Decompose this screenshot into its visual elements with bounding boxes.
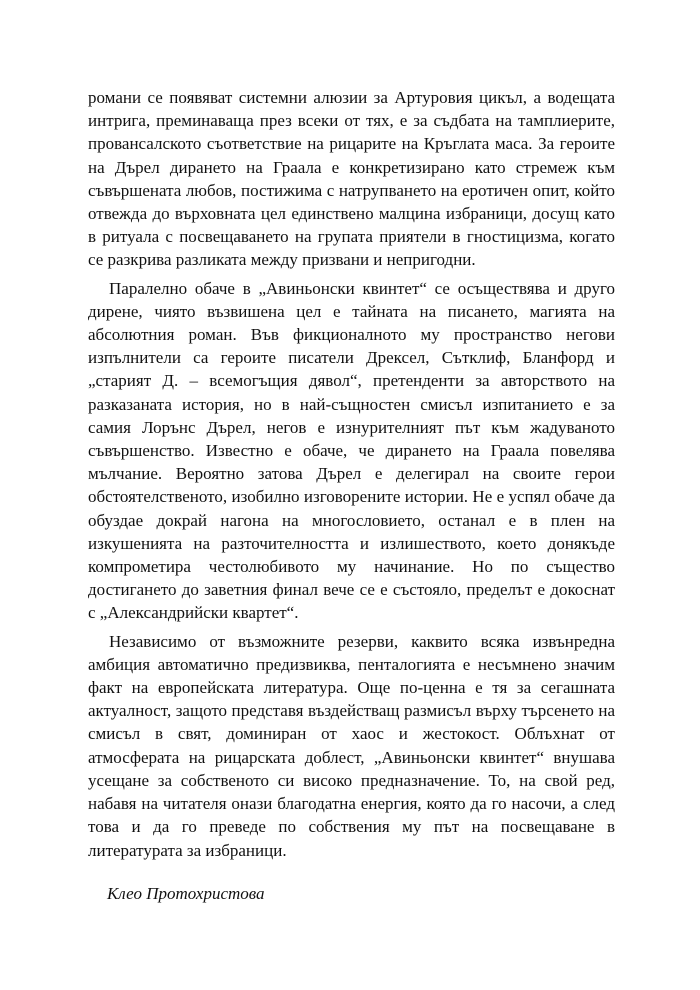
author-signature: Клео Протохристова bbox=[107, 883, 265, 903]
document-page bbox=[88, 86, 615, 905]
paragraph-2: Паралелно обаче в „Авиньонски квинтет“ се осъществява и друго дирене, чиято възвишена цел е тайната на писането, магията на абсолютния роман. Във фикционалното му пространство негови изпълнители са героите писатели Дрексел, Сътклиф, Бланфорд и „старият Д. – всемогъщия дявол“, претенденти за авторството на разказаната история, но в най-същностен смисъл изпитанието е за самия Лорънс Дърел, негов е изнурителният път към жадуваното съвършенство. Известно е обаче, че дирането на Граала повелява мълчание. Вероятно затова Дърел е делегирал на своите герои обстоятелственото, изобилно изговорените истории. Не е успял обаче да обуздае докрай нагона на многословието, останал е в плен на изкушенията на разточителността и излишеството, което донякъде компрометира честолюбивото му начинание. Но по същество достигането до заветния финал вече се е състояло, пределът е докоснат с „Александрийски квартет“. bbox=[88, 278, 615, 623]
paragraph-3: Независимо от възможните резерви, каквито всяка извънредна амбиция автоматично предизвиква, пенталогията е несъмнено значим факт на европейската литература. Още по-ценна е тя за сегашната актуалност, защото представя въздействащ размисъл върху търсенето на смисъл в свят, доминиран от хаос и жестокост. Облъхнат от атмосферата на рицарската доблест, „Авиньонски квинтет“ внушава усещане за собственото си високо предназначение. То, на свой ред, набавя на читателя онази благодатна енергия, която да го насочи, а след това и да го преведе по собствения му път на посвещаване в литературата за избраници. bbox=[88, 631, 615, 860]
paragraph-1: романи се появяват системни алюзии за Артуровия цикъл, а водещата интрига, преминаваща през всеки от тях, е за съдбата на тамплиерите, провансалското съответствие на рицарите на Кръглата маса. За героите на Дърел дирането на Граала е конкретизирано като стремеж към съвършената любов, постижима с натрупването на еротичен опит, който отвежда до върховната цел единствено малцина избраници, досущ като в ритуала с посвещаването на групата приятели в гностицизма, когато се разкрива разликата между призвани и непригодни. bbox=[88, 88, 615, 270]
